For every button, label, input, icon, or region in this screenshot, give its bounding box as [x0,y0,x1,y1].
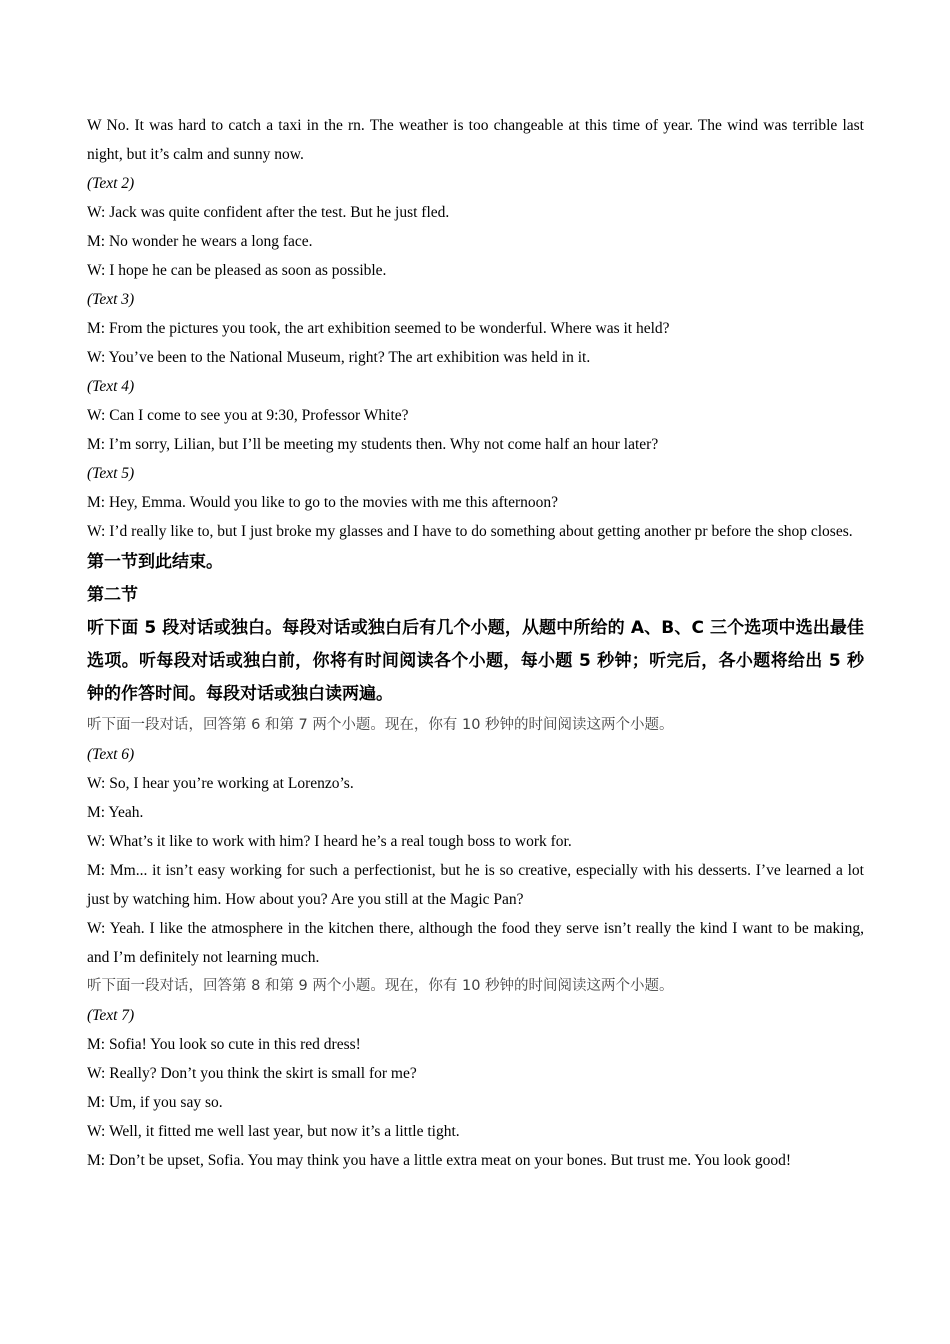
text-section-label: (Text 4) [87,378,135,395]
dialogue-line: W: I’d really like to, but I just broke my glasses and I have to do something about getting another pr before the shop closes. [87,523,853,540]
question-note: 听下面一段对话，回答第 6 和第 7 两个小题。现在，你有 10 秒钟的时间阅读这两个小题。 [87,717,674,733]
dialogue-line: M: Um, if you say so. [87,1094,223,1111]
section-heading: 第二节 [87,585,138,605]
text-section-label: (Text 2) [87,175,135,192]
dialogue-line: W: I hope he can be pleased as soon as possible. [87,262,387,279]
dialogue-line: W: Can I come to see you at 9:30, Professor White? [87,407,409,424]
text-section-label: (Text 5) [87,465,135,482]
dialogue-line: M: Don’t be upset, Sofia. You may think you have a little extra meat on your bones. But trust me. You look good! [87,1152,792,1169]
dialogue-line: W No. It was hard to catch a taxi in the rn. The weather is too changeable at this time of year. The wind was terrible last night, but it’s calm and sunny now. [87,117,864,163]
question-note: 听下面一段对话，回答第 8 和第 9 两个小题。现在，你有 10 秒钟的时间阅读这两个小题。 [87,978,674,994]
dialogue-line: M: Yeah. [87,804,144,821]
dialogue-line: W: What’s it like to work with him? I heard he’s a real tough boss to work for. [87,833,572,850]
dialogue-line: W: Yeah. I like the atmosphere in the kitchen there, although the food they serve isn’t really the kind I want to be making, and I’m definitely not learning much. [87,920,864,966]
text-section-label: (Text 3) [87,291,135,308]
section-end-heading: 第一节到此结束。 [87,552,223,572]
dialogue-line: W: So, I hear you’re working at Lorenzo’s. [87,775,354,792]
dialogue-line: M: Mm... it isn’t easy working for such a perfectionist, but he is so creative, especially with his desserts. I’ve learned a lot just by watching him. How about you? Are you still at the Magic Pan? [87,862,864,908]
dialogue-line: W: You’ve been to the National Museum, right? The art exhibition was held in it. [87,349,591,366]
dialogue-line: M: No wonder he wears a long face. [87,233,313,250]
section-instructions: 听下面 5 段对话或独白。每段对话或独白后有几个小题，从题中所给的 A、B、C 三个选项中选出最佳选项。听每段对话或独白前，你将有时间阅读各个小题，每小题 5 秒钟；听完后，各小题将给出 5 秒钟的作答时间。每段对话或独白读两遍。 [87,618,864,704]
dialogue-line: W: Well, it fitted me well last year, but now it’s a little tight. [87,1123,460,1140]
dialogue-line: M: Sofia! You look so cute in this red dress! [87,1036,361,1053]
dialogue-line: M: Hey, Emma. Would you like to go to the movies with me this afternoon? [87,494,559,511]
dialogue-line: W: Jack was quite confident after the test. But he just fled. [87,204,450,221]
dialogue-line: W: Really? Don’t you think the skirt is small for me? [87,1065,417,1082]
document-page [87,111,864,1175]
dialogue-line: M: From the pictures you took, the art exhibition seemed to be wonderful. Where was it held? [87,320,670,337]
dialogue-line: M: I’m sorry, Lilian, but I’ll be meeting my students then. Why not come half an hour later? [87,436,659,453]
text-section-label: (Text 7) [87,1007,135,1024]
text-section-label: (Text 6) [87,746,135,763]
